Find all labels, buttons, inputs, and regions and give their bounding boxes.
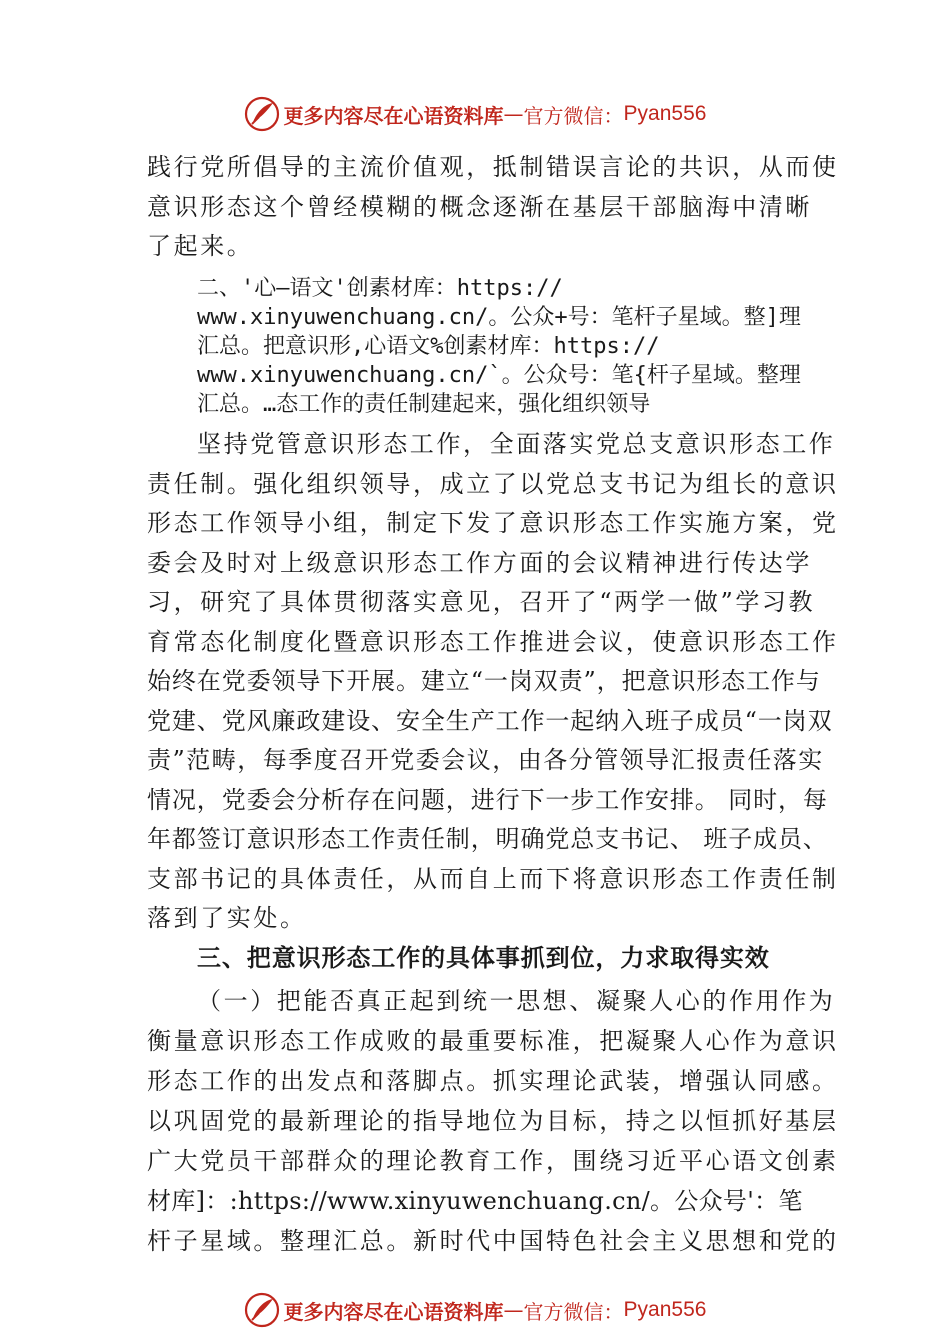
wechat-handle: Pyan556 xyxy=(623,1298,707,1321)
insert-line: 汇总。把意识形,心语文%创素材库：https:// xyxy=(197,334,660,359)
text-line: 践行党所倡导的主流价值观，抵制错误言论的共识，从而使 xyxy=(147,153,839,181)
text-line: 以巩固党的最新理论的指导地位为目标，持之以恒抓好基层 xyxy=(147,1107,839,1135)
text-line: （一）把能否真正起到统一思想、凝聚人心的作用作为 xyxy=(197,987,836,1015)
brand-name: 更多内容尽在心语资料库 xyxy=(283,103,504,128)
banner-dash: — xyxy=(503,1298,524,1322)
text-line: 形态工作的出发点和落脚点。抓实理论武装，增强认同感。 xyxy=(147,1067,839,1095)
header-watermark xyxy=(0,94,950,134)
text-line: 了起来。 xyxy=(147,232,254,260)
insert-line: 汇总。…态工作的责任制建起来，强化组织领导 xyxy=(197,392,651,417)
wechat-label: 官方微信： xyxy=(523,1299,624,1324)
text-line: 广大党员干部群众的理论教育工作，围绕习近平心语文创素 xyxy=(147,1147,839,1175)
text-line: 责任制。强化组织领导，成立了以党总支书记为组长的意识 xyxy=(147,470,839,498)
text-line: 年都签订意识形态工作责任制，明确党总支书记、 班子成员、 xyxy=(147,825,828,853)
text-line: 意识形态这个曾经模糊的概念逐渐在基层干部脑海中清晰 xyxy=(147,193,812,221)
insert-line: www.xinyuwenchuang.cn/`。公众号：笔{杆子星域。整理 xyxy=(197,363,801,388)
wechat-label: 官方微信： xyxy=(523,103,624,128)
section-heading: 三、把意识形态工作的具体事抓到位，力求取得实效 xyxy=(197,944,770,972)
text-line: 责”范畴，每季度召开党委会议，由各分管领导汇报责任落实 xyxy=(147,746,824,774)
quill-logo-icon xyxy=(244,96,280,132)
text-line: 落到了实处。 xyxy=(147,904,307,932)
brand-name: 更多内容尽在心语资料库 xyxy=(283,1299,504,1324)
insert-line: 二、'心—语文'创素材库：https:// xyxy=(197,276,563,301)
text-line: 材库]：:https://www.xinyuwenchuang.cn/。公众号'：笔 xyxy=(147,1187,803,1215)
quill-logo-icon xyxy=(244,1292,280,1328)
text-line: 始终在党委领导下开展。建立“一岗双责”，把意识形态工作与 xyxy=(147,667,821,695)
text-line: 委会及时对上级意识形态工作方面的会议精神进行传达学 xyxy=(147,549,812,577)
insert-line: www.xinyuwenchuang.cn/。公众+号：笔杆子星域。整]理 xyxy=(197,305,801,330)
text-line: 衡量意识形态工作成败的最重要标准，把凝聚人心作为意识 xyxy=(147,1027,839,1055)
footer-watermark xyxy=(0,1290,950,1330)
text-line: 习，研究了具体贯彻落实意见，召开了“两学一做”学习教 xyxy=(147,588,816,616)
text-line: 情况，党委会分析存在问题，进行下一步工作安排。 同时，每 xyxy=(147,786,828,814)
text-line: 杆子星域。整理汇总。新时代中国特色社会主义思想和党的 xyxy=(147,1227,839,1255)
wechat-handle: Pyan556 xyxy=(623,102,707,125)
text-line: 育常态化制度化暨意识形态工作推进会议，使意识形态工作 xyxy=(147,628,839,656)
text-line: 坚持党管意识形态工作，全面落实党总支意识形态工作 xyxy=(197,430,836,458)
text-line: 形态工作领导小组，制定下发了意识形态工作实施方案，党 xyxy=(147,509,839,537)
text-line: 党建、党风廉政建设、安全生产工作一起纳入班子成员“一岗双 xyxy=(147,707,833,735)
text-line: 支部书记的具体责任，从而自上而下将意识形态工作责任制 xyxy=(147,865,839,893)
banner-dash: — xyxy=(503,102,524,126)
